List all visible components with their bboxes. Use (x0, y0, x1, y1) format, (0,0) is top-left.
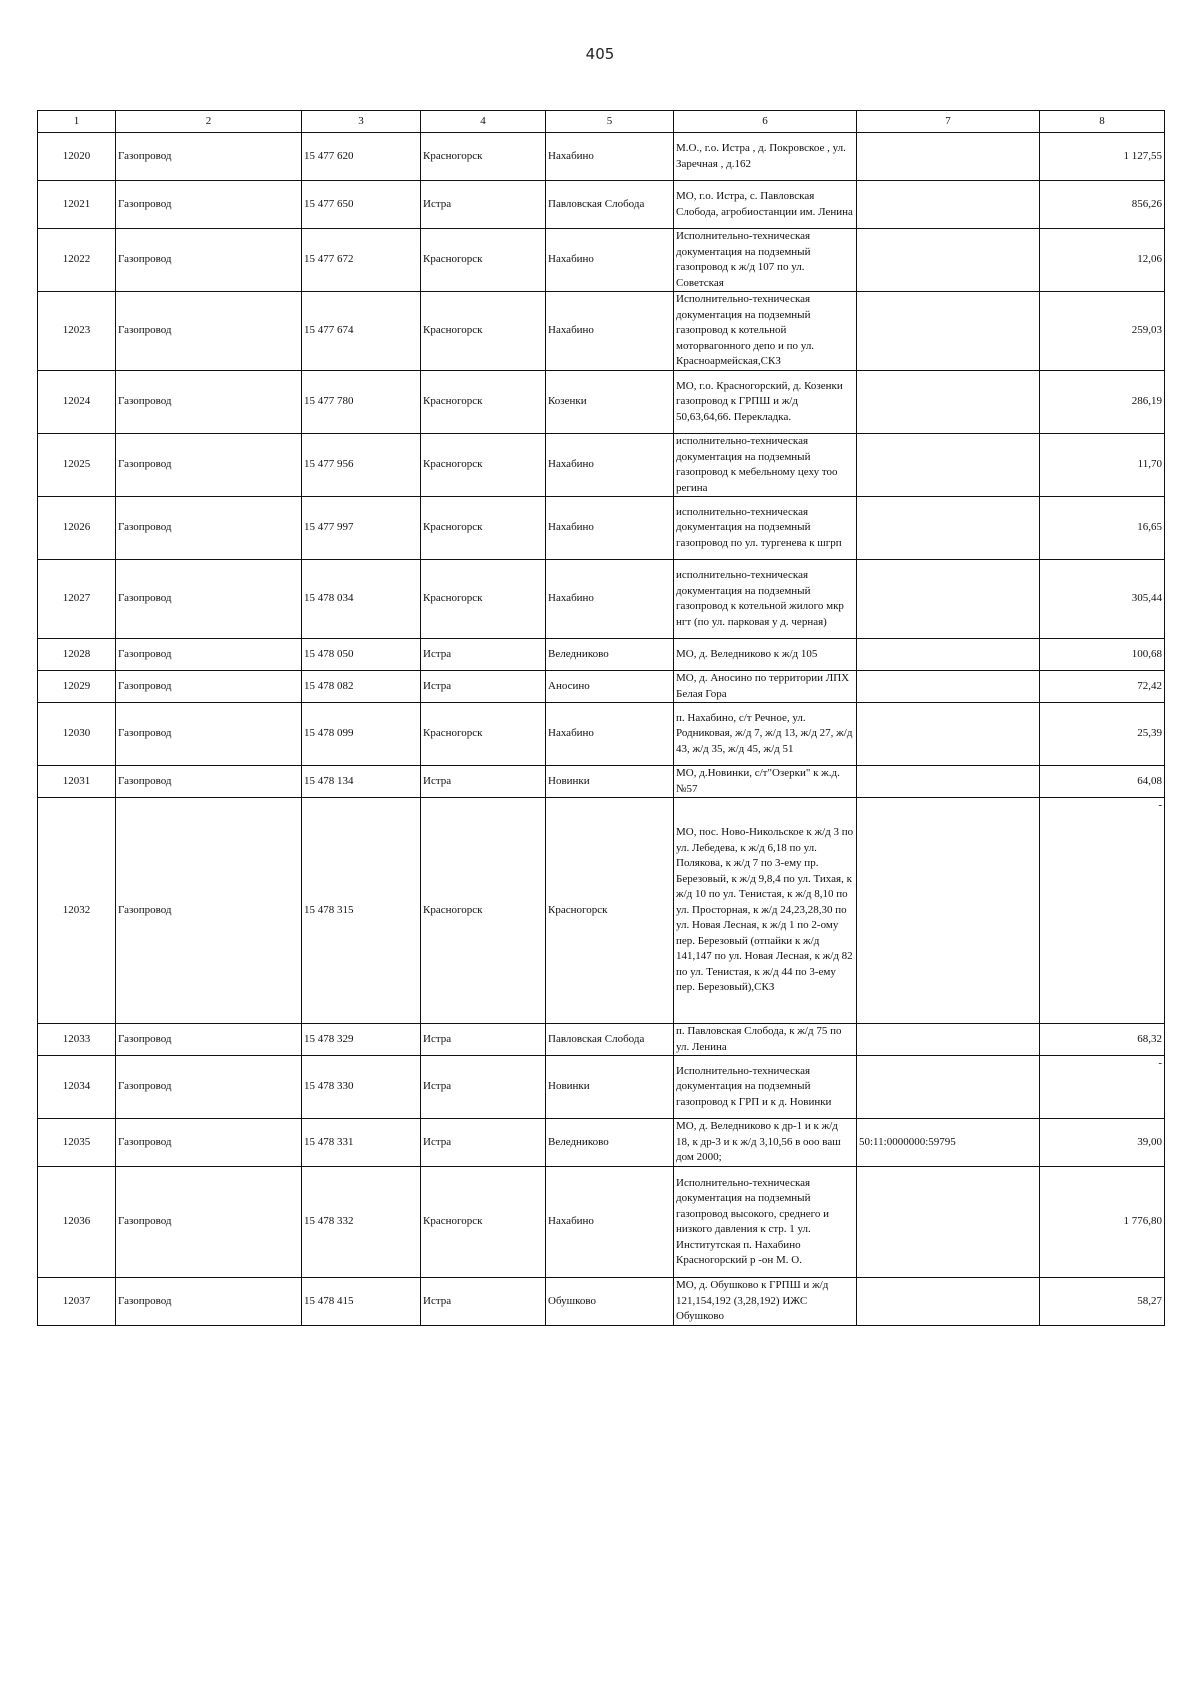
district-cell: Красногорск (421, 229, 546, 292)
district-cell: Истра (421, 181, 546, 229)
locality-cell: Веледниково (546, 1119, 674, 1167)
cadastral-number-cell (857, 766, 1040, 798)
address-cell: МО, пос. Ново-Никольское к ж/д 3 по ул. Лебедева, к ж/д 6,18 по ул. Полякова, к ж/д 7 по 3-ему пр. Березовый, к ж/д 9,8,4 по ул. Тихая, к ж/д 10 по ул. Тенистая, к ж/д 8,10 по ул. Просторная, к ж/д 24,23,28,30 по ул. Новая Лесная, к ж/д 1 по 2-ому пер. Березовый (отпайки к ж/д 141,147 по ул. Новая Лесная, к ж/д 82 по ул. Тенистая, к ж/д 44 по 3-ему пер. Березовый),СКЗ (674, 798, 857, 1024)
table-row (38, 1167, 1165, 1278)
district-cell: Красногорск (421, 292, 546, 371)
district-cell: Истра (421, 1024, 546, 1056)
inventory-code-cell: 15 478 034 (302, 560, 421, 639)
locality-cell: Павловская Слобода (546, 1024, 674, 1056)
locality-cell: Нахабино (546, 292, 674, 371)
locality-cell: Обушково (546, 1278, 674, 1326)
cadastral-number-cell (857, 560, 1040, 639)
page-number: 405 (585, 45, 615, 63)
cadastral-number-cell (857, 1024, 1040, 1056)
inventory-code-cell: 15 478 415 (302, 1278, 421, 1326)
object-type-cell: Газопровод (116, 639, 302, 671)
address-cell: Исполнительно-техническая документация на подземный газопровод к ж/д 107 по ул. Советская (674, 229, 857, 292)
cadastral-number-cell (857, 371, 1040, 434)
inventory-code-cell: 15 477 620 (302, 133, 421, 181)
locality-cell: Красногорск (546, 798, 674, 1024)
address-cell: МО, д.Новинки, с/т"Озерки" к ж.д.№57 (674, 766, 857, 798)
object-type-cell: Газопровод (116, 1167, 302, 1278)
table-row (38, 1056, 1165, 1119)
address-cell: исполнительно-техническая документация на подземный газопровод по ул. тургенева к шгрп (674, 497, 857, 560)
object-type-cell: Газопровод (116, 766, 302, 798)
row-id-cell: 12033 (38, 1024, 116, 1056)
row-id-cell: 12035 (38, 1119, 116, 1167)
column-header: 6 (674, 111, 857, 133)
district-cell: Красногорск (421, 703, 546, 766)
address-cell: МО, д. Обушково к ГРПШ и ж/д 121,154,192 (3,28,192) ИЖС Обушково (674, 1278, 857, 1326)
row-id-cell: 12029 (38, 671, 116, 703)
inventory-code-cell: 15 477 956 (302, 434, 421, 497)
value-cell: - (1040, 798, 1165, 1024)
inventory-code-cell: 15 478 082 (302, 671, 421, 703)
value-cell: 100,68 (1040, 639, 1165, 671)
row-id-cell: 12022 (38, 229, 116, 292)
cadastral-number-cell (857, 1056, 1040, 1119)
locality-cell: Новинки (546, 766, 674, 798)
district-cell: Истра (421, 671, 546, 703)
row-id-cell: 12037 (38, 1278, 116, 1326)
value-cell: 11,70 (1040, 434, 1165, 497)
table-row (38, 1278, 1165, 1326)
locality-cell: Аносино (546, 671, 674, 703)
table-row (38, 133, 1165, 181)
row-id-cell: 12031 (38, 766, 116, 798)
value-cell: 72,42 (1040, 671, 1165, 703)
district-cell: Истра (421, 766, 546, 798)
district-cell: Истра (421, 1119, 546, 1167)
row-id-cell: 12032 (38, 798, 116, 1024)
inventory-code-cell: 15 477 672 (302, 229, 421, 292)
district-cell: Красногорск (421, 434, 546, 497)
value-cell: 39,00 (1040, 1119, 1165, 1167)
value-cell: 1 776,80 (1040, 1167, 1165, 1278)
locality-cell: Веледниково (546, 639, 674, 671)
district-cell: Красногорск (421, 560, 546, 639)
object-type-cell: Газопровод (116, 292, 302, 371)
value-cell: 25,39 (1040, 703, 1165, 766)
object-type-cell: Газопровод (116, 1056, 302, 1119)
value-cell: 259,03 (1040, 292, 1165, 371)
locality-cell: Козенки (546, 371, 674, 434)
object-type-cell: Газопровод (116, 1119, 302, 1167)
address-cell: МО, д. Веледниково к др-1 и к ж/д 18, к др-3 и к ж/д 3,10,56 в ооо ваш дом 2000; (674, 1119, 857, 1167)
district-cell: Красногорск (421, 133, 546, 181)
cadastral-number-cell (857, 181, 1040, 229)
inventory-code-cell: 15 478 134 (302, 766, 421, 798)
table-row (38, 671, 1165, 703)
address-cell: Исполнительно-техническая документация на подземный газопровод высокого, среднего и низкого давления к стр. 1 ул. Институтская п. Нахабино Красногорский р -он М. О. (674, 1167, 857, 1278)
inventory-code-cell: 15 478 099 (302, 703, 421, 766)
table-row (38, 703, 1165, 766)
table-row (38, 1119, 1165, 1167)
table-row (38, 371, 1165, 434)
value-cell: 12,06 (1040, 229, 1165, 292)
object-type-cell: Газопровод (116, 497, 302, 560)
address-cell: п. Павловская Слобода, к ж/д 75 по ул. Ленина (674, 1024, 857, 1056)
column-header: 5 (546, 111, 674, 133)
locality-cell: Новинки (546, 1056, 674, 1119)
table-row (38, 560, 1165, 639)
value-cell: 16,65 (1040, 497, 1165, 560)
object-type-cell: Газопровод (116, 560, 302, 639)
cadastral-number-cell (857, 703, 1040, 766)
table-row (38, 181, 1165, 229)
object-type-cell: Газопровод (116, 1278, 302, 1326)
cadastral-number-cell (857, 1167, 1040, 1278)
row-id-cell: 12021 (38, 181, 116, 229)
header-row (38, 111, 1165, 133)
row-id-cell: 12024 (38, 371, 116, 434)
object-type-cell: Газопровод (116, 1024, 302, 1056)
object-type-cell: Газопровод (116, 671, 302, 703)
object-type-cell: Газопровод (116, 181, 302, 229)
value-cell: 286,19 (1040, 371, 1165, 434)
value-cell: - (1040, 1056, 1165, 1119)
row-id-cell: 12036 (38, 1167, 116, 1278)
table-row (38, 229, 1165, 292)
district-cell: Истра (421, 1278, 546, 1326)
table-row (38, 434, 1165, 497)
inventory-code-cell: 15 477 650 (302, 181, 421, 229)
column-header: 4 (421, 111, 546, 133)
value-cell: 58,27 (1040, 1278, 1165, 1326)
table-row (38, 1024, 1165, 1056)
row-id-cell: 12030 (38, 703, 116, 766)
cadastral-number-cell (857, 639, 1040, 671)
cadastral-number-cell: 50:11:0000000:59795 (857, 1119, 1040, 1167)
inventory-code-cell: 15 478 329 (302, 1024, 421, 1056)
cadastral-number-cell (857, 434, 1040, 497)
locality-cell: Нахабино (546, 703, 674, 766)
inventory-code-cell: 15 477 997 (302, 497, 421, 560)
inventory-code-cell: 15 478 331 (302, 1119, 421, 1167)
district-cell: Истра (421, 1056, 546, 1119)
locality-cell: Нахабино (546, 133, 674, 181)
cadastral-number-cell (857, 133, 1040, 181)
object-type-cell: Газопровод (116, 133, 302, 181)
cadastral-number-cell (857, 497, 1040, 560)
inventory-code-cell: 15 478 050 (302, 639, 421, 671)
cadastral-number-cell (857, 229, 1040, 292)
address-cell: МО, д. Веледниково к ж/д 105 (674, 639, 857, 671)
object-type-cell: Газопровод (116, 434, 302, 497)
row-id-cell: 12023 (38, 292, 116, 371)
address-cell: МО, д. Аносино по территории ЛПХ Белая Гора (674, 671, 857, 703)
column-header: 3 (302, 111, 421, 133)
row-id-cell: 12027 (38, 560, 116, 639)
object-type-cell: Газопровод (116, 798, 302, 1024)
column-header: 2 (116, 111, 302, 133)
column-header: 7 (857, 111, 1040, 133)
table-row (38, 292, 1165, 371)
locality-cell: Нахабино (546, 434, 674, 497)
inventory-code-cell: 15 478 315 (302, 798, 421, 1024)
locality-cell: Нахабино (546, 560, 674, 639)
row-id-cell: 12020 (38, 133, 116, 181)
district-cell: Красногорск (421, 798, 546, 1024)
value-cell: 68,32 (1040, 1024, 1165, 1056)
district-cell: Красногорск (421, 371, 546, 434)
address-cell: М.О., г.о. Истра , д. Покровское , ул. Заречная , д.162 (674, 133, 857, 181)
cadastral-number-cell (857, 1278, 1040, 1326)
address-cell: Исполнительно-техническая документация на подземный газопровод к котельной моторвагонного депо и по ул. Красноармейская,СКЗ (674, 292, 857, 371)
locality-cell: Павловская Слобода (546, 181, 674, 229)
inventory-code-cell: 15 478 330 (302, 1056, 421, 1119)
address-cell: исполнительно-техническая документация на подземный газопровод к мебельному цеху тоо регина (674, 434, 857, 497)
address-cell: п. Нахабино, с/т Речное, ул. Родниковая, ж/д 7, ж/д 13, ж/д 27, ж/д 43, ж/д 35, ж/д 45, ж/д 51 (674, 703, 857, 766)
inventory-code-cell: 15 477 674 (302, 292, 421, 371)
address-cell: МО, г.о. Красногорский, д. Козенки газопровод к ГРПШ и ж/д 50,63,64,66. Перекладка. (674, 371, 857, 434)
cadastral-number-cell (857, 292, 1040, 371)
district-cell: Красногорск (421, 497, 546, 560)
district-cell: Истра (421, 639, 546, 671)
table-row (38, 639, 1165, 671)
cadastral-number-cell (857, 671, 1040, 703)
value-cell: 856,26 (1040, 181, 1165, 229)
row-id-cell: 12028 (38, 639, 116, 671)
locality-cell: Нахабино (546, 1167, 674, 1278)
object-type-cell: Газопровод (116, 229, 302, 292)
row-id-cell: 12026 (38, 497, 116, 560)
object-type-cell: Газопровод (116, 371, 302, 434)
value-cell: 305,44 (1040, 560, 1165, 639)
inventory-code-cell: 15 478 332 (302, 1167, 421, 1278)
registry-table (37, 110, 1165, 1326)
row-id-cell: 12034 (38, 1056, 116, 1119)
address-cell: МО, г.о. Истра, с. Павловская Слобода, агробиостанции им. Ленина (674, 181, 857, 229)
address-cell: исполнительно-техническая документация на подземный газопровод к котельной жилого мкр нгт (по ул. парковая у д. черная) (674, 560, 857, 639)
value-cell: 1 127,55 (1040, 133, 1165, 181)
district-cell: Красногорск (421, 1167, 546, 1278)
column-header: 1 (38, 111, 116, 133)
cadastral-number-cell (857, 798, 1040, 1024)
value-cell: 64,08 (1040, 766, 1165, 798)
locality-cell: Нахабино (546, 497, 674, 560)
table-row (38, 497, 1165, 560)
row-id-cell: 12025 (38, 434, 116, 497)
address-cell: Исполнительно-техническая документация на подземный газопровод к ГРП и к д. Новинки (674, 1056, 857, 1119)
object-type-cell: Газопровод (116, 703, 302, 766)
inventory-code-cell: 15 477 780 (302, 371, 421, 434)
column-header: 8 (1040, 111, 1165, 133)
table-row (38, 766, 1165, 798)
locality-cell: Нахабино (546, 229, 674, 292)
table-row (38, 798, 1165, 1024)
